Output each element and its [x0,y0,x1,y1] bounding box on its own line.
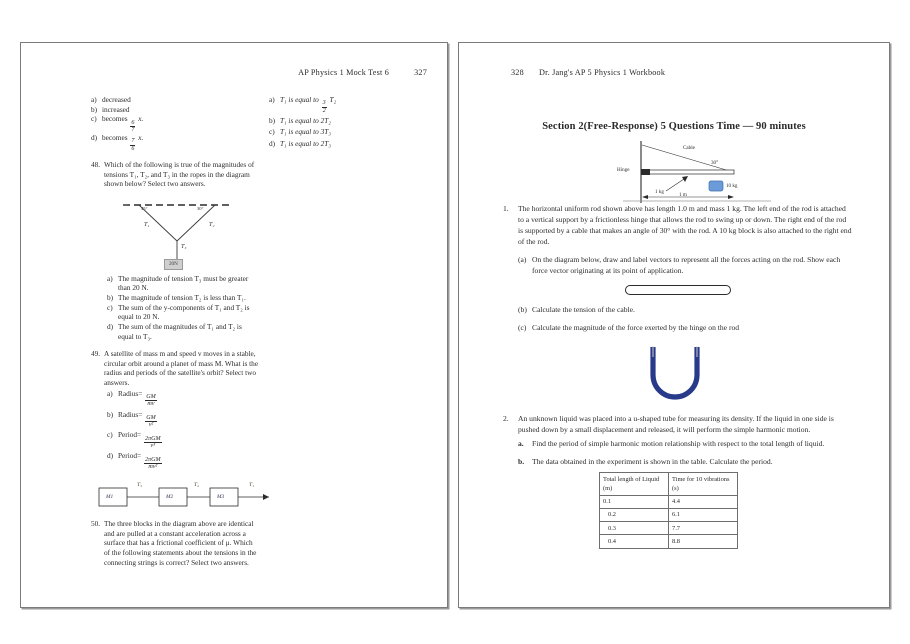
choice-text [102,133,259,152]
three-block-diagram-svg [97,480,273,516]
choice-lead: becomes [102,114,128,124]
running-head-title-right: Dr. Jang's AP 5 Physics 1 Workbook [539,68,666,77]
part-marker: (a) [518,255,527,264]
block-label-2: M2 [166,494,174,501]
choice-item [269,127,439,137]
part-text: Calculate the tension of the cable. [532,305,635,314]
tension-label-t1: T₁ [144,221,150,228]
question-stem: A satellite of mass m and speed v moves in a stable, circular orbit around a planet of mass M. What is the radius and periods of the satellite's orbit? Select two answers. [104,349,259,388]
choice-text [118,430,259,449]
choice-item [107,389,259,408]
choice-item [269,116,439,126]
question-49-choices [91,389,259,470]
angle-label: 30° [711,160,719,166]
question-2-part-a [518,438,853,449]
choice-item [107,322,259,341]
fraction-denominator: v³ [150,442,156,449]
part-text: Find the period of simple harmonic motion relationship with respect to the total length of liquid. [532,439,825,448]
fraction-numerator: 2πGM [145,435,161,442]
question-number: 2. [503,414,509,423]
part-text: Calculate the magnitude of the force exerted by the hinge on the rod [532,323,740,332]
three-block-diagram [97,480,273,516]
choice-text: increased [102,104,130,114]
pull-arrow-head [263,494,269,500]
choice-text: T₁ is equal to 2T₃ [280,139,331,149]
tension-label-left: T₃ [137,482,143,489]
fraction-numerator: 6 [131,119,135,126]
fraction-denominator: v² [148,422,154,429]
choice-lead: becomes [102,133,128,143]
free-response-body [503,203,853,549]
free-response-question-1 [503,203,853,247]
rod-mass-label: 1 kg [655,189,664,195]
choice-tail: T₂ [329,95,337,104]
table-row [600,535,738,548]
question-stem: Which of the following is true of the magnitudes of tensions T₁, T₂, and T₃ in the ropes in the diagram shown below? Select two answers. [104,159,255,189]
part-text: On the diagram below, draw and label vectors to represent all the forces acting on the rod. Show each force vector originating at its point of application. [532,255,841,275]
choice-item [91,105,259,115]
choice-marker: d) [269,139,276,149]
choice-item [91,95,259,105]
page-number-left: 327 [414,68,427,77]
running-head-title-left: AP Physics 1 Mock Test 6 [298,68,389,77]
choice-item [107,451,259,470]
table-row [600,495,738,508]
tension-diagram-svg [105,193,270,271]
question-49 [91,349,259,388]
choice-marker: c) [107,430,113,440]
left-page-column-a [91,95,259,567]
table-head [600,473,738,496]
question-number: 1. [503,204,509,213]
question-48 [91,160,259,189]
question-stem: The three blocks in the diagram above are identical and are pulled at a constant acceleration across a surface that has a frictional coefficient of μ. Which of the following statements about the tensions in the connecting strings is correct? Select two answers. [104,519,257,567]
choice-text [118,410,259,429]
angle-label-left: 45° [141,205,148,211]
choice-text [102,114,259,133]
choice-text [280,95,439,114]
page-left [20,42,448,608]
choice-lead: Period= [118,430,142,440]
length-label: 1 m [679,192,687,198]
blank-rod-figure [625,285,731,295]
choice-text: decreased [102,95,131,104]
tension-label-t2: T₂ [209,221,215,228]
choice-lead: Period= [118,451,142,461]
choice-item [107,303,259,322]
fraction-numerator: GM [146,394,156,400]
choice-marker: b) [107,409,114,419]
rod-body [641,170,734,174]
question-stem: An unknown liquid was placed into a u-shaped tube for measuring its density. If the liquid in one side is pushed down by a small displacement and released, it will perform the simple harmonic motion. [518,414,834,434]
fraction-denominator: 6 [131,145,135,152]
choice-marker: d) [107,321,114,331]
choice-text: The magnitude of tension T₂ is less than T₁. [118,293,246,303]
choice-lead: T₁ is equal to [280,95,319,104]
weight-box-label: 20N [164,259,183,270]
fraction [144,457,162,471]
cell-length: 0.1 [600,495,669,508]
rod-cable-diagram-svg [621,139,811,205]
choice-text: The sum of the magnitudes of T₁ and T₂ is equal to T₃. [118,321,242,341]
part-marker: (b) [518,305,527,314]
part-text: The data obtained in the experiment is shown in the table. Calculate the period. [532,457,773,466]
choice-marker: b) [107,293,114,303]
choice-marker: a) [107,388,113,398]
page-right [458,42,890,608]
cell-length: 0.3 [600,522,669,535]
fraction [130,138,135,152]
question-1-part-c [518,322,853,333]
fraction [145,394,156,408]
u-tube-figure [639,345,717,403]
u-tube-liquid [653,347,697,397]
choice-marker: d) [91,133,98,143]
question-1-part-b [518,304,853,315]
fraction-denominator: 2 [322,107,326,114]
choice-item [107,430,259,449]
question-number: 49. [91,349,101,359]
cell-time: 4.4 [669,495,738,508]
choice-text [118,451,259,470]
fraction [322,100,327,114]
choice-text: The magnitude of tension T₃ must be greater than 20 N. [118,273,249,293]
choice-marker: c) [91,114,97,124]
tension-label-right: T₁ [249,482,255,489]
fraction-numerator: 2πGM [145,456,161,463]
question-stem: The horizontal uniform rod shown above has length 1.0 m and mass 1 kg. The left end of the rod is attached to a vertical support by a frictionless hinge that allows the rod to swing up or down. The right end of the rod is supported by a cable that makes an angle of 30° with the rod. A 10 kg block is also attached to the right end of the rod. [518,204,852,246]
angle-label-right: 30° [197,205,204,211]
choice-item [107,293,259,303]
rod-cable-diagram [617,139,811,205]
fraction-denominator: mv² [148,463,158,470]
cell-time: 6.1 [669,508,738,521]
table-header-row [600,473,738,496]
column-header-length: Total length of Liquid (m) [600,473,669,496]
fraction-numerator: 7 [131,138,135,145]
fraction-numerator: 3 [322,100,326,107]
hinge-label: Hinge [617,167,630,173]
choice-tail: x. [138,133,144,143]
choice-tail: x. [138,114,144,124]
tension-diagram-48 [105,193,270,271]
u-tube-svg [639,345,717,403]
cable-label: Cable [683,145,695,151]
length-arrow-right [728,195,734,199]
question-1-part-a [518,254,853,276]
question-number: 48. [91,159,101,169]
length-arrow-left [642,195,648,199]
table-row [600,522,738,535]
question-number: 50. [91,519,101,529]
choice-text [118,389,259,408]
table-body [600,495,738,548]
fraction [145,415,156,429]
cell-length: 0.4 [600,535,669,548]
cell-time: 8.8 [669,535,738,548]
block-label-3: M3 [217,494,225,501]
fraction-denominator: mv [147,401,155,408]
experiment-data-table [599,472,738,549]
question-2-part-b [518,456,853,467]
choice-item [91,114,259,133]
fraction [144,436,162,450]
choice-marker: a) [269,95,275,104]
column-header-time: Time for 10 vibrations (s) [669,473,738,496]
fraction-denominator: 7 [131,126,135,133]
choice-item [269,139,439,149]
tension-label-mid: T₂ [194,482,200,489]
part-marker: (c) [518,323,527,332]
choice-marker: c) [107,302,113,312]
choice-lead: Radius= [118,409,143,419]
choice-item [107,274,259,293]
section-title: Section 2(Free-Response) 5 Questions Time — 90 minutes [542,121,806,132]
left-page-column-b [269,95,439,151]
hinge-marker [641,169,650,175]
fraction [130,120,135,134]
table-row [600,508,738,521]
tension-label-t3: T₃ [181,243,187,250]
cell-length: 0.2 [600,508,669,521]
page-number-right: 328 [511,68,524,77]
rod-mass-arrowhead [682,176,688,182]
choice-item [269,95,439,114]
choice-item [107,410,259,429]
choice-text: T₁ is equal to 3T₃ [280,127,331,137]
part-marker: b. [518,457,525,466]
hanging-block [709,181,723,191]
question-50 [91,519,259,567]
choice-marker: a) [91,95,97,104]
block-label-1: M1 [106,494,114,501]
question-48-choices [91,274,259,341]
block-mass-label: 10 kg [726,183,738,189]
free-response-question-2 [503,413,853,435]
choice-marker: d) [107,451,114,461]
choice-text: T₁ is equal to 2T₂ [280,115,331,125]
choice-marker: b) [91,104,98,114]
choice-marker: b) [269,115,276,125]
choice-lead: Radius= [118,388,143,398]
cell-time: 7.7 [669,522,738,535]
part-marker: a. [518,439,524,448]
choice-marker: c) [269,127,275,137]
choice-marker: a) [107,273,113,283]
choice-text: The sum of the y-components of T₁ and T₂ is equal to 20 N. [118,302,250,322]
fraction-numerator: GM [146,414,156,421]
choice-item [91,133,259,152]
